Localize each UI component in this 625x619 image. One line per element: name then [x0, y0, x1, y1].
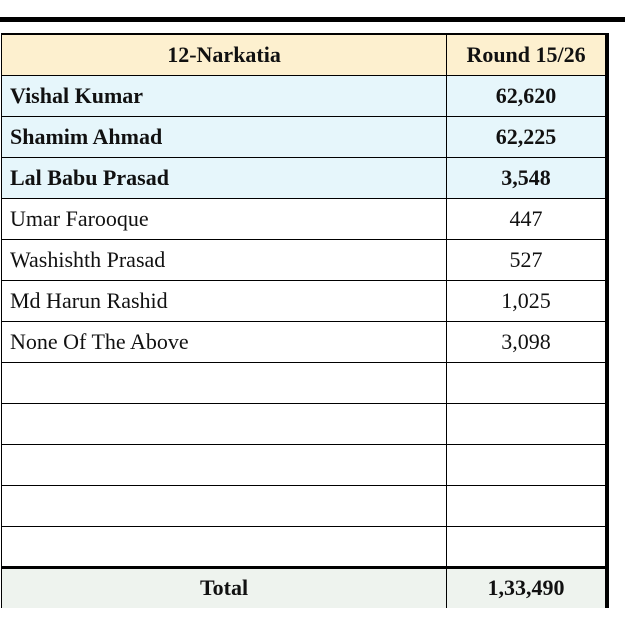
empty-cell [2, 485, 447, 526]
table-row [2, 157, 608, 198]
empty-cell [2, 403, 447, 444]
candidate-votes: 3,098 [447, 321, 607, 362]
table-row [2, 321, 608, 362]
candidate-name: Shamim Ahmad [2, 116, 447, 157]
table-row [2, 198, 608, 239]
candidate-votes: 62,620 [447, 75, 607, 116]
candidate-votes: 1,025 [447, 280, 607, 321]
candidate-votes: 62,225 [447, 116, 607, 157]
empty-cell [447, 403, 607, 444]
candidate-name: Umar Farooque [2, 198, 447, 239]
empty-cell [447, 526, 607, 567]
total-row [2, 567, 608, 608]
candidate-votes: 3,548 [447, 157, 607, 198]
candidate-name: Washishth Prasad [2, 239, 447, 280]
candidate-name: None Of The Above [2, 321, 447, 362]
empty-row [2, 485, 608, 526]
constituency-header: 12-Narkatia [2, 34, 447, 75]
top-divider [0, 17, 625, 22]
empty-cell [2, 526, 447, 567]
round-header: Round 15/26 [447, 34, 607, 75]
candidate-votes: 527 [447, 239, 607, 280]
table-row [2, 116, 608, 157]
table-row [2, 280, 608, 321]
empty-cell [2, 444, 447, 485]
table-row [2, 75, 608, 116]
total-votes: 1,33,490 [447, 567, 607, 608]
empty-cell [447, 444, 607, 485]
empty-row [2, 362, 608, 403]
candidate-name: Lal Babu Prasad [2, 157, 447, 198]
total-label: Total [2, 567, 447, 608]
empty-cell [447, 362, 607, 403]
candidate-name: Vishal Kumar [2, 75, 447, 116]
empty-cell [2, 362, 447, 403]
empty-cell [447, 485, 607, 526]
empty-row [2, 526, 608, 567]
empty-row [2, 444, 608, 485]
empty-row [2, 403, 608, 444]
candidate-votes: 447 [447, 198, 607, 239]
results-table [1, 33, 609, 608]
candidate-name: Md Harun Rashid [2, 280, 447, 321]
table-row [2, 239, 608, 280]
header-row [2, 34, 608, 75]
